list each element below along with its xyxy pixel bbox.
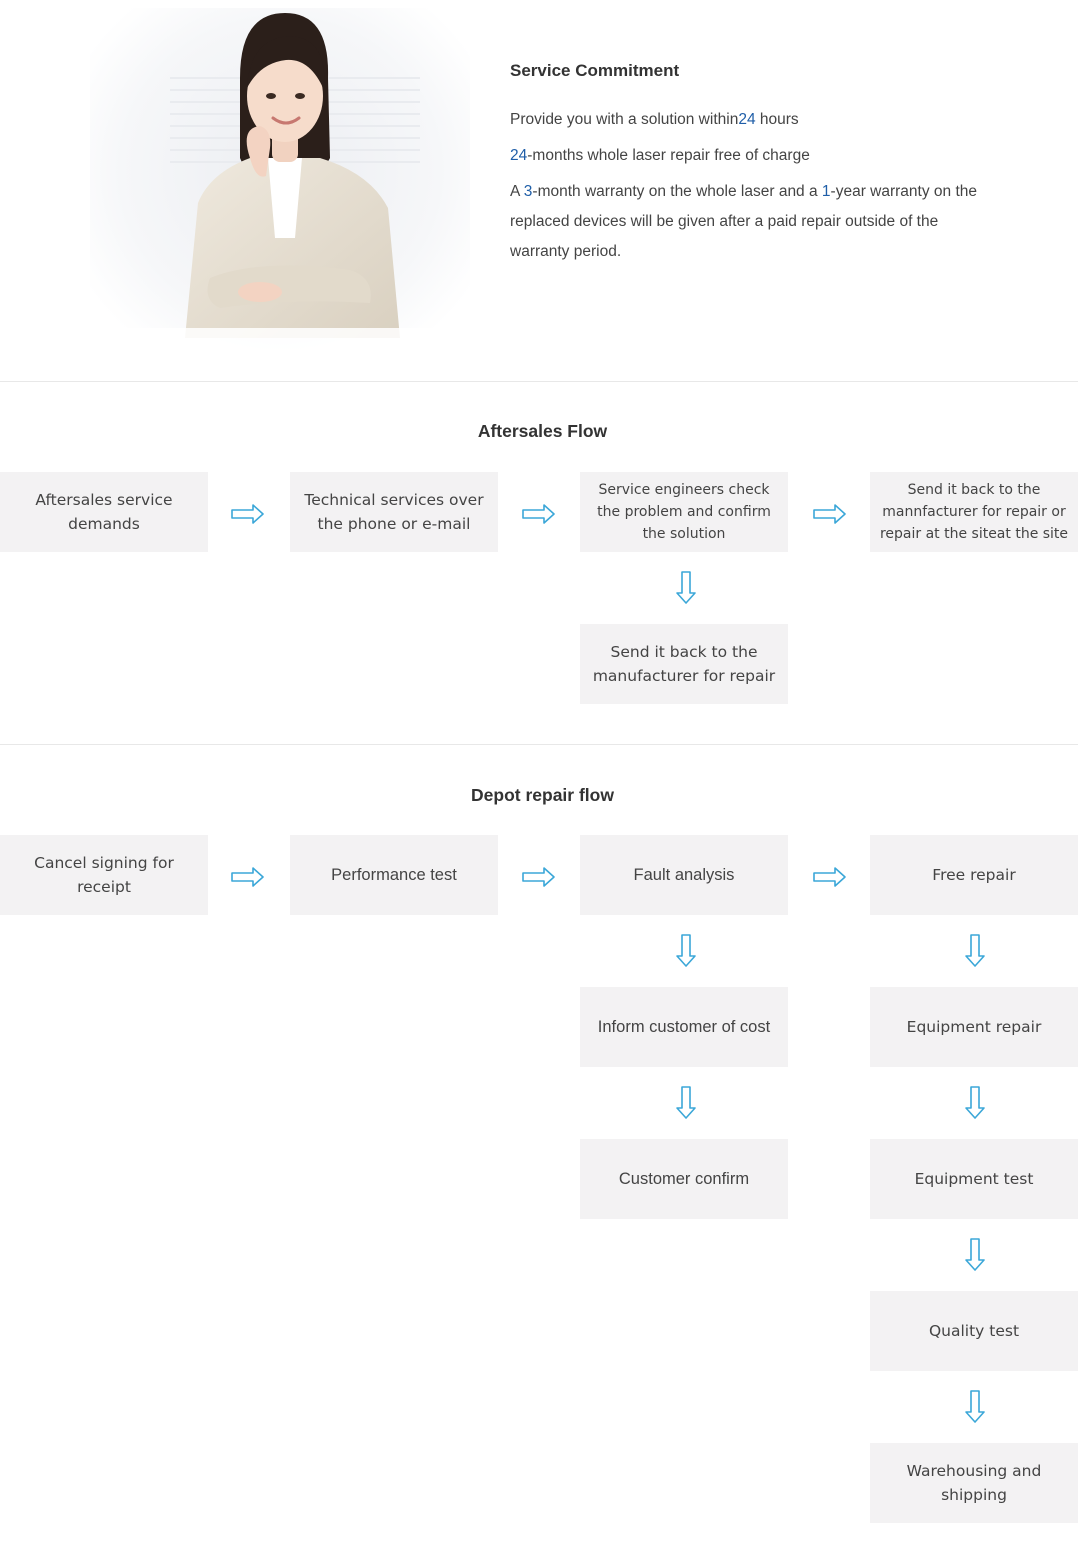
- arrow-down-icon: [675, 571, 697, 605]
- aftersales-step-send-back-or-site: Send it back to the mannfacturer for repair or repair at the siteat the site: [870, 472, 1078, 552]
- depot-repair-flow-title: Depot repair flow: [471, 785, 614, 805]
- section-divider: [0, 744, 1078, 745]
- aftersales-step-demands: Aftersales service demands: [0, 472, 208, 552]
- depot-step-quality-test: Quality test: [870, 1291, 1078, 1371]
- depot-step-performance-test: Performance test: [290, 835, 498, 915]
- aftersales-step-send-back-manufacturer: Send it back to the manufacturer for repair: [580, 624, 788, 704]
- aftersales-step-engineers-check: Service engineers check the problem and confirm the solution: [580, 472, 788, 552]
- arrow-down-icon: [675, 1086, 697, 1120]
- arrow-down-icon: [964, 1238, 986, 1272]
- depot-step-warehousing-shipping: Warehousing and shipping: [870, 1443, 1078, 1523]
- service-representative-photo: [90, 8, 470, 370]
- service-commitment-title: Service Commitment: [510, 61, 680, 80]
- arrow-right-icon: [522, 503, 556, 525]
- arrow-down-icon: [964, 1390, 986, 1424]
- arrow-down-icon: [964, 1086, 986, 1120]
- depot-step-customer-confirm: Customer confirm: [580, 1139, 788, 1219]
- arrow-right-icon: [231, 503, 265, 525]
- depot-step-equipment-repair: Equipment repair: [870, 987, 1078, 1067]
- arrow-right-icon: [813, 866, 847, 888]
- section-divider: [0, 381, 1078, 382]
- commitment-line-solution: Provide you with a solution within24 hours: [510, 111, 799, 128]
- arrow-right-icon: [813, 503, 847, 525]
- arrow-right-icon: [231, 866, 265, 888]
- arrow-down-icon: [964, 934, 986, 968]
- arrow-right-icon: [522, 866, 556, 888]
- commitment-line-free-repair: 24-months whole laser repair free of charge: [510, 147, 810, 164]
- arrow-down-icon: [675, 934, 697, 968]
- aftersales-step-technical-services: Technical services over the phone or e-mail: [290, 472, 498, 552]
- depot-step-inform-cost: Inform customer of cost: [580, 987, 788, 1067]
- depot-step-cancel-signing: Cancel signing for receipt: [0, 835, 208, 915]
- commitment-line-warranty: A 3-month warranty on the whole laser and a 1-year warranty on the replaced devices will be given after a paid repair outside of the warranty period.: [510, 183, 978, 260]
- aftersales-flow-title: Aftersales Flow: [477, 421, 608, 441]
- depot-step-equipment-test: Equipment test: [870, 1139, 1078, 1219]
- depot-step-fault-analysis: Fault analysis: [580, 835, 788, 915]
- depot-step-free-repair: Free repair: [870, 835, 1078, 915]
